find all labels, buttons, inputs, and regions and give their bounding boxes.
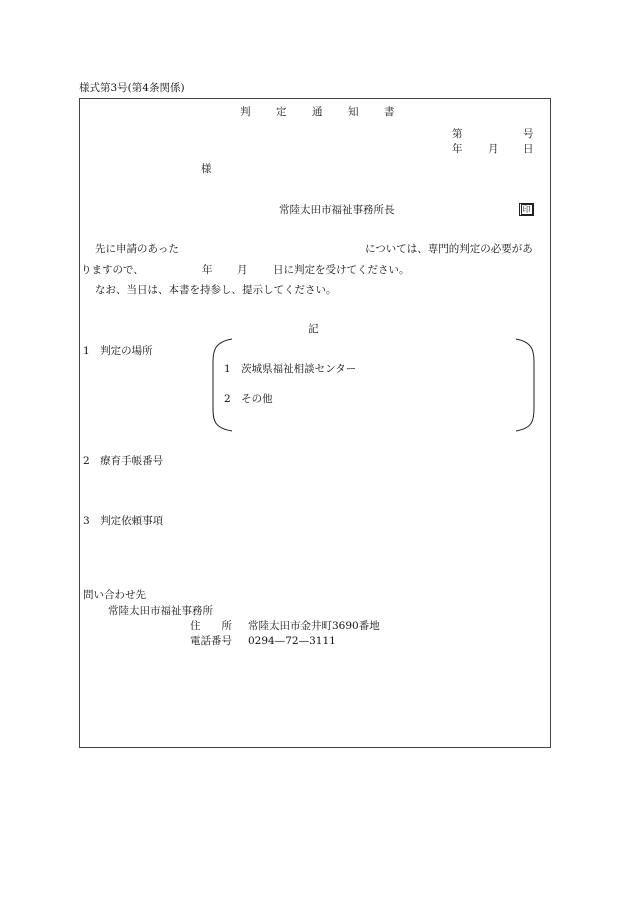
- place-option-2: 2 その他: [224, 393, 273, 405]
- title-char: 知: [348, 106, 359, 118]
- phone-value: 0294—72—3111: [248, 635, 336, 647]
- phone-label: 電話番号: [190, 635, 232, 647]
- number-suffix: 号: [523, 128, 534, 140]
- seal-text: 印: [522, 205, 531, 214]
- title-char: 定: [276, 106, 287, 118]
- body-line1-start: 先に申請のあった: [95, 243, 179, 255]
- form-number: 様式第3号(第4条関係): [79, 82, 185, 94]
- body-line3: なお、当日は、本書を持参し、提示してください。: [95, 284, 337, 296]
- body-line2-year: 年: [202, 264, 213, 276]
- date-day: 日: [523, 143, 534, 155]
- sender-name: 常陸太田市福祉事務所長: [279, 204, 395, 216]
- address-value: 常陸太田市金井町3690番地: [248, 620, 380, 632]
- address-label: 住 所: [190, 620, 232, 632]
- notebook-number-label: 2 療育手帳番号: [83, 455, 164, 467]
- body-line1-end: については、専門的判定の必要があ: [365, 243, 533, 255]
- date-month: 月: [488, 143, 499, 155]
- addressee-honorific: 様: [201, 163, 212, 175]
- contact-office: 常陸太田市福祉事務所: [108, 605, 213, 617]
- ki-heading: 記: [308, 323, 319, 335]
- request-items-label: 3 判定依頼事項: [83, 515, 164, 527]
- date-year: 年: [452, 143, 463, 155]
- place-label: 1 判定の場所: [83, 345, 153, 357]
- body-line2-start: りますので、: [81, 264, 144, 276]
- title-char: 判: [240, 106, 251, 118]
- title-char: 書: [384, 106, 395, 118]
- body-line2-end: 日に判定を受けてください。: [273, 264, 410, 276]
- right-bracket: [516, 339, 534, 431]
- left-bracket: [213, 339, 232, 431]
- place-option-1: 1 茨城県福祉相談センター: [224, 363, 357, 375]
- title-char: 通: [312, 106, 323, 118]
- contact-heading: 問い合わせ先: [83, 589, 146, 601]
- body-line2-month: 月: [237, 264, 248, 276]
- number-prefix: 第: [452, 128, 463, 140]
